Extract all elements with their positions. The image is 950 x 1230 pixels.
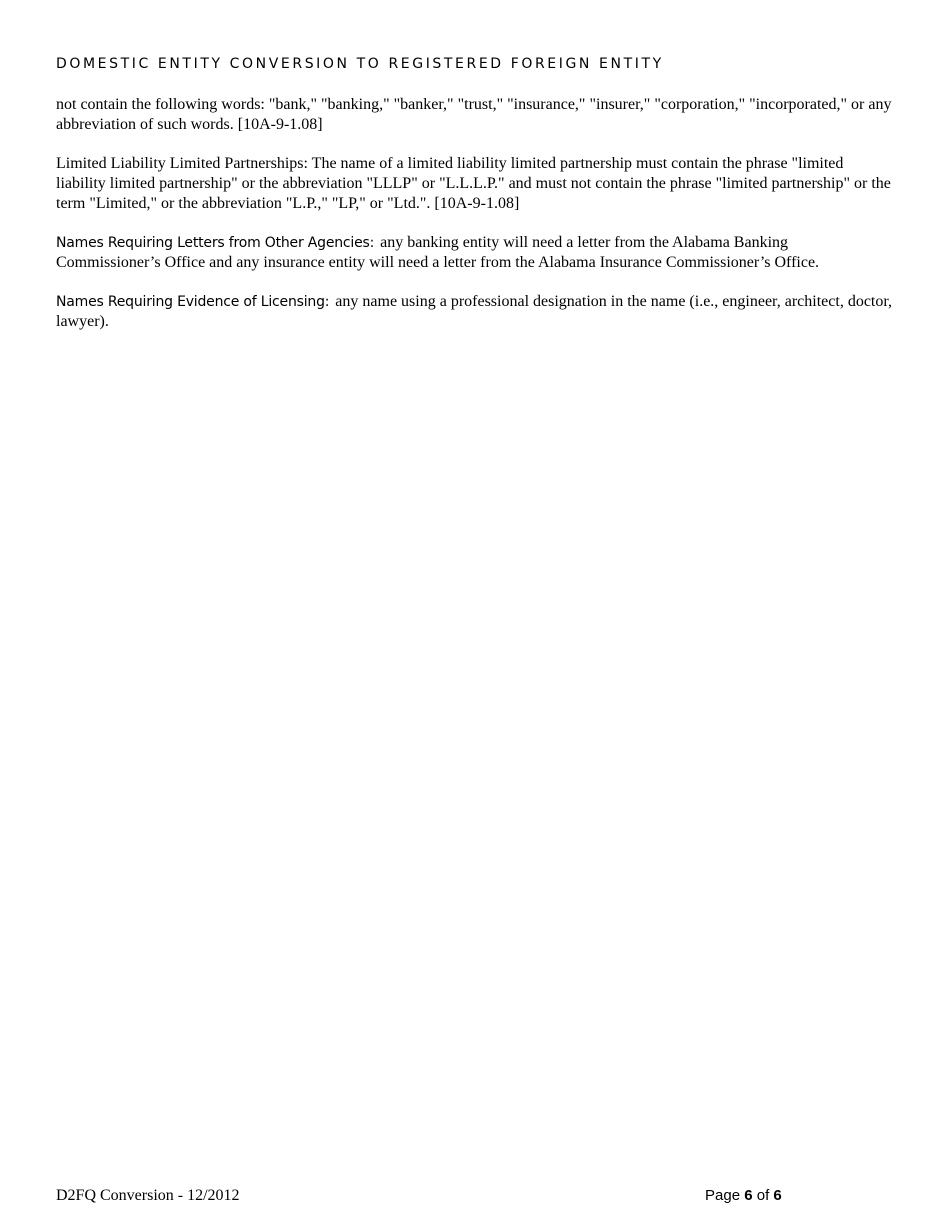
evidence-of-licensing-text: any name using a professional designation in the name (i.e., engineer, architect, doctor, lawyer). [56,293,893,330]
page-current: 6 [744,1187,753,1204]
paragraph-restricted-words: not contain the following words: "bank," "banking," "banker," "trust," "insurance," "insurer," "corporation," "incorporated," or any abbreviation of such words. [10A-9-1.08] [56,96,892,133]
paragraph-lllp-naming: Limited Liability Limited Partnerships: The name of a limited liability limited partnership must contain the phrase "limited liability limited partnership" or the abbreviation "LLLP" or "L.L.L.P." and must not contain the phrase "limited partnership" or the term "Limited," or the abbreviation "L.P.," "LP," or "Ltd.". [10A-9-1.08] [56,155,891,212]
paragraph-letters-from-agencies [56,233,896,273]
footer-form-id: D2FQ Conversion - 12/2012 [56,1187,240,1204]
letters-from-agencies-label: Names Requiring Letters from Other Agencies: [56,235,375,251]
paragraph-evidence-of-licensing [56,292,896,332]
footer-page-number [705,1187,782,1204]
page-total: 6 [773,1187,782,1204]
letters-from-agencies-text: any banking entity will need a letter from the Alabama Banking Commissioner’s Office and any insurance entity will need a letter from the Alabama Insurance Commissioner’s Office. [56,234,820,271]
page-of: of [756,1187,770,1204]
page-word: Page [705,1187,741,1204]
page-header-title: DOMESTIC ENTITY CONVERSION TO REGISTERED FOREIGN ENTITY [56,56,664,72]
evidence-of-licensing-label: Names Requiring Evidence of Licensing: [56,294,330,310]
